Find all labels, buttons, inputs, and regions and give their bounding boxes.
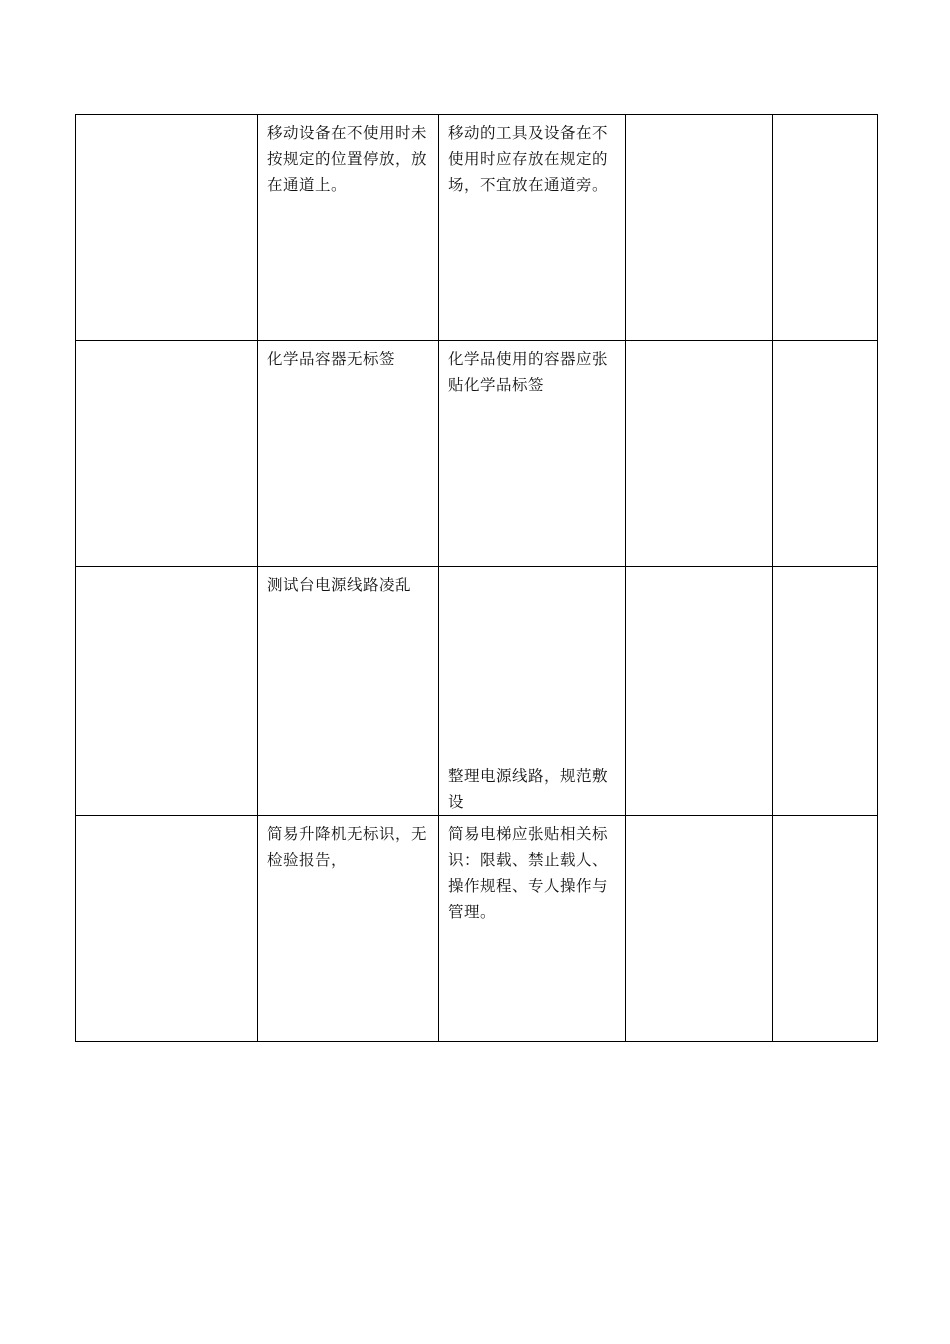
issue-cell: 化学品容器无标签 bbox=[258, 341, 439, 567]
location-cell bbox=[76, 115, 258, 341]
location-cell bbox=[76, 567, 258, 816]
issue-cell: 简易升降机无标识，无检验报告， bbox=[258, 816, 439, 1042]
table-row bbox=[76, 341, 878, 567]
empty-cell bbox=[773, 567, 878, 816]
table-row bbox=[76, 567, 878, 816]
hazard-rectification-table bbox=[75, 114, 878, 1042]
empty-cell bbox=[773, 816, 878, 1042]
empty-cell bbox=[773, 341, 878, 567]
issue-cell: 移动设备在不使用时未按规定的位置停放，放在通道上。 bbox=[258, 115, 439, 341]
location-cell bbox=[76, 341, 258, 567]
remedy-cell: 移动的工具及设备在不使用时应存放在规定的场，不宜放在通道旁。 bbox=[439, 115, 626, 341]
table-row bbox=[76, 816, 878, 1042]
remedy-cell: 整理电源线路，规范敷设 bbox=[439, 567, 626, 816]
empty-cell bbox=[626, 115, 773, 341]
empty-cell bbox=[773, 115, 878, 341]
remedy-cell: 化学品使用的容器应张贴化学品标签 bbox=[439, 341, 626, 567]
location-cell bbox=[76, 816, 258, 1042]
remedy-cell: 简易电梯应张贴相关标识：限载、禁止载人、操作规程、专人操作与管理。 bbox=[439, 816, 626, 1042]
issue-cell: 测试台电源线路凌乱 bbox=[258, 567, 439, 816]
empty-cell bbox=[626, 567, 773, 816]
table-row bbox=[76, 115, 878, 341]
empty-cell bbox=[626, 816, 773, 1042]
empty-cell bbox=[626, 341, 773, 567]
